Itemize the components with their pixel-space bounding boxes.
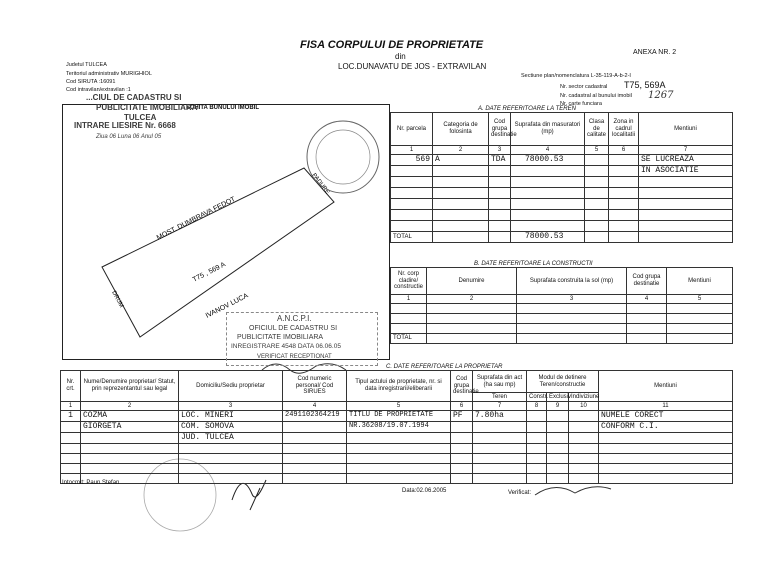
col-number: 2 (433, 146, 489, 155)
sketch-label-north: MOST. DUMBRAVA FEDOT (155, 195, 237, 242)
section-b-table (390, 267, 733, 344)
table-row (391, 155, 733, 166)
col-number: 7 (639, 146, 733, 155)
stamp-text: A.N.C.P.I. (277, 314, 312, 323)
col-header: Denumire (427, 268, 517, 295)
sketch-label-east: PADURE (310, 172, 331, 196)
stamp-text: PUBLICITATE IMOBILIARA (237, 334, 324, 341)
cell (81, 433, 179, 444)
cell (585, 166, 609, 177)
location-line: LOC.DUNAVATU DE JOS - EXTRAVILAN (338, 62, 487, 71)
col-header: Mentiuni (639, 113, 733, 146)
cell (391, 166, 433, 177)
signature (232, 480, 266, 510)
col-number: 1 (391, 295, 427, 304)
cell: NUMELE CORECT (599, 411, 733, 422)
cell: SE LUCREAZA (639, 155, 733, 166)
sketch-label-south: IVANOV LUCA (204, 292, 250, 320)
table-row (391, 166, 733, 177)
stamp-text: OFICIUL DE CADASTRU SI (249, 325, 338, 332)
total-row (391, 334, 733, 344)
col-number: 4 (283, 402, 347, 411)
col-header: Clasa de calitate (585, 113, 609, 146)
cell: 1 (61, 411, 81, 422)
table-row (61, 411, 733, 422)
annex-label: ANEXA NR. 2 (633, 49, 677, 56)
cell (473, 422, 527, 433)
stamp-text: ...CIUL DE CADASTRU SI (86, 93, 182, 102)
cell: IN ASOCIATIE (639, 166, 733, 177)
cell (547, 422, 569, 433)
col-header: Suprafata construita la sol (mp) (517, 268, 627, 295)
sketch-label-center: T75 , 569 A (191, 261, 227, 284)
cell (609, 166, 639, 177)
cell: 2491102364219 (283, 411, 347, 422)
entry-stamp (66, 94, 211, 144)
cell (585, 155, 609, 166)
left-line: Judetul TULCEA (66, 62, 107, 68)
cell (511, 166, 585, 177)
cadastral-label: Nr. cadastral al bunului imobil (560, 93, 632, 99)
col-header: Cod grupa destinatie (489, 113, 511, 146)
cell (473, 433, 527, 444)
cell (283, 433, 347, 444)
col-header: Cod numeric personal/ Cod SIRUES (283, 371, 347, 402)
col-header: Cod grupa destinatie (451, 371, 473, 402)
cell: PF (451, 411, 473, 422)
stamp-text: PUBLICITATE IMOBILIARA (96, 103, 198, 112)
stamp-text: VERIFICAT RECEPTIONAT (257, 354, 332, 360)
cell: 7.80ha (473, 411, 527, 422)
left-line: Cod SIRUTA :16091 (66, 79, 116, 85)
sketch-label-west: DRUM (110, 290, 124, 309)
section-a-title: A. DATE REFERITOARE LA TEREN (478, 106, 576, 112)
cell (433, 166, 489, 177)
carte-label: Nr. carte funciara (560, 101, 602, 107)
col-number: 9 (547, 402, 569, 411)
col-number: 3 (517, 295, 627, 304)
col-header: Suprafata din masuratori (mp) (511, 113, 585, 146)
cadastral-value: 1267 (648, 90, 674, 101)
cell (347, 433, 451, 444)
cell (283, 422, 347, 433)
cell: 569 (391, 155, 433, 166)
cell: COZMA (81, 411, 179, 422)
col-number: 1 (61, 402, 81, 411)
signature (535, 487, 611, 495)
cell (489, 166, 511, 177)
col-number: 3 (179, 402, 283, 411)
col-number: 7 (473, 402, 527, 411)
cell: JUD. TULCEA (179, 433, 283, 444)
cell (527, 422, 547, 433)
cell (527, 433, 547, 444)
cell (547, 411, 569, 422)
col-number: 8 (527, 402, 547, 411)
subheader: Constr. (527, 393, 547, 402)
total-label: TOTAL (391, 232, 433, 243)
cell (61, 422, 81, 433)
col-header: Cod grupa destinatie (627, 268, 667, 295)
table-row (61, 433, 733, 444)
cell (569, 433, 599, 444)
col-number: 5 (585, 146, 609, 155)
total-label: TOTAL (391, 334, 427, 344)
cell (451, 422, 473, 433)
col-header: Zona in cadrul localitatii (609, 113, 639, 146)
col-header: Domiciliu/Sediu proprietar (179, 371, 283, 402)
cell: TITLU DE PROPRIETATE (347, 411, 451, 422)
cell: GIORGETA (81, 422, 179, 433)
col-header: Nr. crt. (61, 371, 81, 402)
cell: CONFORM C.I. (599, 422, 733, 433)
cell (569, 411, 599, 422)
col-header: Nr. corp cladire/ constructie (391, 268, 427, 295)
cell: LOC. MINERI (179, 411, 283, 422)
col-number: 2 (427, 295, 517, 304)
col-number: 1 (391, 146, 433, 155)
col-number: 10 (569, 402, 599, 411)
col-number: 6 (451, 402, 473, 411)
left-line: Teritoriul administrativ MURIGHIOL (66, 71, 152, 77)
col-number: 6 (609, 146, 639, 155)
verificat-label: Verificat: (508, 490, 532, 496)
stamp-text: INTRARE LIESIRE Nr. 6668 (74, 121, 176, 130)
col-header: Mentiuni (599, 371, 733, 402)
cell (61, 433, 81, 444)
stamp-text: INREGISTRARE 4548 DATA 06.06.05 (231, 343, 341, 350)
cell (609, 155, 639, 166)
col-header: Nr. parcela (391, 113, 433, 146)
col-header: Categoria de folosinta (433, 113, 489, 146)
col-header: Mentiuni (667, 268, 733, 295)
stamp-text: Ziua 06 Luna 06 Anul 05 (96, 134, 162, 140)
left-line: Cod intravilan/extravilan :1 (66, 87, 131, 93)
total-row (391, 232, 733, 243)
col-header: Modul de detinere Teren/constructie (527, 371, 599, 393)
table-row (61, 422, 733, 433)
col-header: Nume/Denumire proprietar/ Statut, prin reprezentantul sau legal (81, 371, 179, 402)
cell (599, 433, 733, 444)
col-number: 3 (489, 146, 511, 155)
total-value: 78000.53 (511, 232, 585, 243)
col-number: 2 (81, 402, 179, 411)
col-number: 4 (627, 295, 667, 304)
title-din: din (395, 52, 406, 61)
section-c-title: C. DATE REFERITOARE LA PROPRIETAR (386, 364, 503, 370)
cell: 78000.53 (511, 155, 585, 166)
sector-value: T75, 569A (624, 80, 666, 90)
subheader: Indiviziune (569, 393, 599, 402)
date-label: Data:02.06.2005 (402, 488, 447, 494)
col-header: Suprafata din act (ha sau mp) (473, 371, 527, 393)
sector-plan: Sectiune plan/nomenclatura L-35-119-A-b-2-I (521, 73, 631, 79)
cell: COM. SOMOVA (179, 422, 283, 433)
intocmit-label: Intocmit: Paun Stefan (62, 480, 120, 486)
section-a-table (390, 112, 733, 243)
col-number: 5 (347, 402, 451, 411)
section-b-title: B. DATE REFERITOARE LA CONSTRUCTII (474, 261, 593, 267)
registration-stamp (226, 312, 378, 366)
stamp-text: TULCEA (124, 113, 157, 122)
cell: NR.36208/19.07.1994 (347, 422, 451, 433)
col-number: 4 (511, 146, 585, 155)
sketch-title: SCHITA BUNULUI IMOBIL (186, 105, 259, 111)
section-c-table (60, 370, 733, 484)
col-number: 11 (599, 402, 733, 411)
cell (547, 433, 569, 444)
cell (451, 433, 473, 444)
subheader: Teren (473, 393, 527, 402)
document-title: FISA CORPULUI DE PROPRIETATE (300, 39, 484, 51)
sector-label: Nr. sector cadastral (560, 84, 608, 90)
col-number: 5 (667, 295, 733, 304)
cell: A (433, 155, 489, 166)
cell (527, 411, 547, 422)
subheader: Exclusiv (547, 393, 569, 402)
col-header: Tipul actului de proprietate, nr. si data inregistrarii/eliberarii (347, 371, 451, 402)
cell (569, 422, 599, 433)
cell: TDA (489, 155, 511, 166)
